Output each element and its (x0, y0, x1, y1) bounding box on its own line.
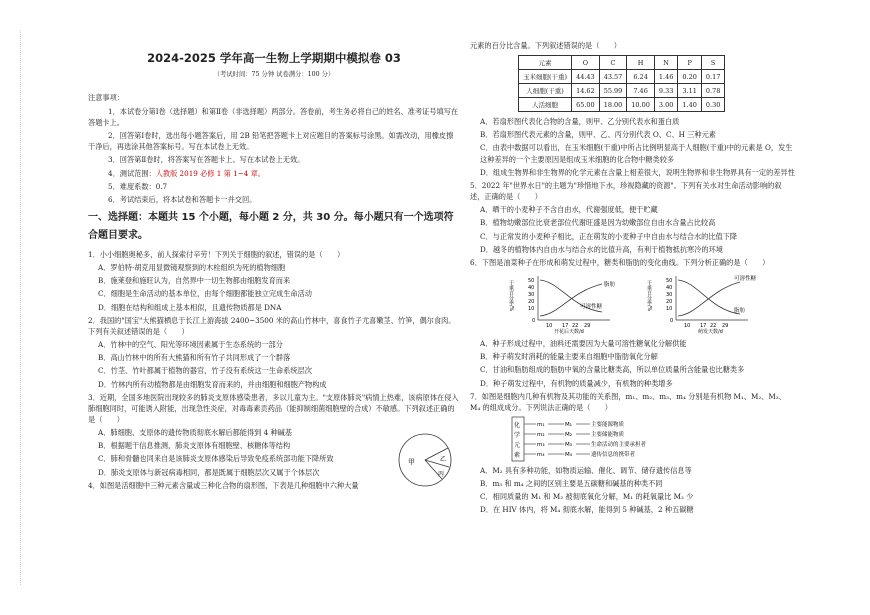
table-header-cell: P (678, 56, 701, 70)
question-option: B．植物幼嫩部位比衰老部位代谢旺盛是因为幼嫩部位自由水含量占比较高 (480, 218, 716, 228)
question-stem: 7．如图是细胞内几种有机物及其功能的关系图，m₁、m₂、m₃、m₄ 分别是有机物 M₁、M₂、M₃、M₄ 的组成成分。下列说法正确的是（ ） (470, 391, 786, 412)
exam-subinfo: （考试时间：75 分钟 试卷满分：100 分） (213, 70, 335, 78)
table-header-cell: S (701, 56, 724, 70)
table-cell: 0.30 (701, 98, 724, 112)
notice-item: 5．难度系数：0.7 (108, 181, 168, 191)
x-axis-label: 萌发天数/d (698, 329, 723, 336)
notice-item: 3．回答第Ⅱ卷时，将答案写在答题卡上。写在本试卷上无效。 (108, 155, 305, 165)
question-option: B．根据题干信息推测，肺炎支原体有细胞壁、核糖体等结构 (98, 441, 291, 451)
pie-figure (396, 431, 454, 489)
seed-formation-chart (510, 272, 660, 334)
question-option: B．高山竹林中的所有大熊猫和所有竹子共同形成了一个群落 (98, 353, 291, 363)
notice-item: 2．回答第Ⅰ卷时，选出每小题答案后，用 2B 铅笔把答题卡上对应题目的答案标号涂黑。如需改动，用橡皮擦干净后，再选涂其他答案标号。写在本试卷上无效。 (88, 131, 454, 152)
element-table (518, 55, 725, 112)
diagram-row (524, 440, 647, 448)
pie-label: 乙 (440, 456, 447, 464)
organic-matter-diagram (510, 415, 710, 465)
table-cell: 0.78 (701, 84, 724, 98)
y-tick: 40 (666, 285, 673, 292)
question-stem: 3．近期，全国多地医院出现较多的肺炎支原体感染患者，多以儿童为主。"支原体肺炎"病情上热难，该病原体在侵入肺细胞同时，可能诱入附能，出现急性炎症，对毒毒素贡药品（能抑制细菌细胞壁的合成）不敏感。下列叙述正确的是（ ） (88, 392, 459, 424)
table-cell: 玉米细胞(干重) (519, 70, 572, 84)
curve-label: 可溶性糖 (734, 276, 757, 283)
elements-char: 化 (514, 421, 521, 429)
x-tick: 22 (710, 323, 717, 330)
polymer-label: M₁ (565, 421, 572, 428)
question-option: C．相同质量的 M₁ 和 M₂ 被彻底氧化分解，M₁ 的耗氧量比 M₂ 少 (480, 492, 694, 502)
function-label: 主要储能物质 (591, 431, 625, 438)
section-heading: 一、选择题：本题共 15 个小题，每小题 2 分，共 30 分。每小题只有一个选项符合题目要求。 (88, 211, 454, 241)
table-cell: 43.57 (599, 70, 627, 84)
y-tick: 30 (666, 292, 673, 299)
notice-item (88, 168, 460, 179)
question-option: A．若扇形图代表化合物的含量，则甲、乙分别代表水和蛋白质 (480, 117, 680, 127)
pie-label: 丙 (438, 471, 445, 479)
question-stem-cont: 元素的百分比含量。下列叙述错误的是（ ） (470, 41, 621, 50)
q3-options-block (88, 427, 460, 478)
question-option: A．M₂ 具有多种功能，如物质运输、催化、调节、储存遗传信息等 (480, 465, 692, 475)
notice-item: 1．本试卷分第Ⅰ卷（选择题）和第Ⅱ卷（非选择题）两部分。答卷前，考生务必将自己的姓名、准考证号填写在答题卡上。 (88, 106, 459, 127)
fold-line (8, 30, 21, 585)
monomer-label: m₂ (537, 431, 545, 438)
question-option: D．越冬的植物体内自由水与结合水的比值升高，有利于植物抵抗寒冷的环境 (480, 244, 723, 254)
table-cell: 44.43 (572, 70, 600, 84)
table-cell: 55.99 (599, 84, 627, 98)
table-header-cell: N (654, 56, 677, 70)
table-cell: 14.62 (572, 84, 600, 98)
question-option: A．晒干的小麦种子不含自由水，代谢强度低，便于贮藏 (480, 205, 658, 215)
polymer-label: M₃ (565, 441, 572, 448)
table-header-cell: C (599, 56, 627, 70)
question-option: D．种子萌发过程中，有机物的质量减少，有机物的种类增多 (480, 378, 673, 388)
table-row (519, 84, 725, 98)
y-tick: 50 (528, 278, 535, 285)
diagram-row (524, 420, 625, 428)
y-tick: 20 (666, 299, 673, 306)
question-stem: 4．如图是活细胞中三种元素含量或三种化合物的扇形图，下表是几种细胞中六种大量 (88, 480, 359, 490)
question-option: B．若扇形图代表元素的含量，则甲、乙、丙分别代表 O、C、H 三种元素 (480, 130, 716, 140)
curve-label: 可溶性糖 (580, 304, 603, 311)
y-axis-label: 干重百分率/% (508, 280, 514, 312)
question-option: C．细胞是生命活动的基本单位，由每个细胞都能独立完成生命活动 (98, 289, 312, 299)
function-label: 遗传信息的携带者 (591, 451, 636, 458)
table-cell: 10.00 (627, 98, 655, 112)
table-row (519, 98, 725, 112)
monomer-label: m₃ (537, 441, 545, 448)
y-tick: 30 (528, 292, 535, 299)
question-stem: 2．我国的"国宝"大熊猫栖息于长江上游海拔 2400~3500 米的高山竹林中，喜食竹子尤喜嫩茎、竹笋，偶尔食肉。下列有关叙述错误的是（ ） (88, 315, 456, 336)
question-option: B．种子萌发时消耗的能量主要来自细胞中脂肪氧化分解 (480, 352, 658, 362)
table-header-cell: O (572, 56, 600, 70)
table-header-cell: H (627, 56, 655, 70)
question-option: D．在 HIV 体内，将 M₄ 彻底水解，能得到 5 种碱基，2 种五碳糖 (480, 505, 694, 515)
table-header-cell: 元素 (519, 56, 572, 70)
x-tick: 17 (562, 323, 569, 330)
table-cell: 人活细胞 (519, 98, 572, 112)
question-option: C．由表中数据可以看出，在玉米细胞(干重)中所占比例明显高于人细胞(干重)中的元素是 O，发生这种差异的一个主要原因是组成玉米细胞的化合物中糖类较多 (480, 143, 793, 164)
table-cell: 9.33 (654, 84, 677, 98)
right-column (470, 40, 795, 518)
question-option: A．罗伯特·胡克用显微镜观察到的木栓组织为死的植物细胞 (98, 263, 286, 273)
question-option: B．m₃ 和 m₄ 之间的区别主要是五碳糖和碱基的种类不同 (480, 479, 663, 489)
question-option: A．种子形成过程中，油料还需要因为大量可溶性糖氧化分解供能 (480, 339, 687, 349)
question-option: A．肺细胞、支原体的遗传物质彻底水解后都能得到 4 种碱基 (98, 428, 293, 438)
notice-heading: 注意事项： (88, 92, 124, 102)
table-cell: 0.17 (701, 70, 724, 84)
y-tick: 10 (528, 306, 535, 313)
table-cell: 1.40 (678, 98, 701, 112)
pie-label: 甲 (408, 458, 415, 467)
x-tick: 29 (584, 323, 591, 330)
exam-title: 2024-2025 学年高一生物上学期期中模拟卷 03 (147, 51, 401, 65)
x-axis-label: 开花后天数/d (554, 329, 584, 336)
y-tick: 20 (528, 299, 535, 306)
y-axis-label: 干重百分率/% (646, 280, 652, 312)
question-option: D．细胞在结构和组成上基本相似，且遗传物质都是 DNA (98, 302, 282, 312)
question-option: D．竹林内所有动植物都是由细胞发育而来的，并由细胞和细胞产物构成 (98, 379, 327, 389)
table-cell: 0.20 (678, 70, 701, 84)
elements-char: 元 (514, 441, 521, 449)
question-stem: 1．小小细胞奥秘多，前人探索付辛劳！下列关于细胞的叙述，错误的是（ ） (88, 249, 345, 259)
table-header-row (519, 56, 725, 70)
question-option: B．施莱登和施旺认为，自然界中一切生物都由细胞发育而来 (98, 276, 291, 286)
table-cell: 3.11 (678, 84, 701, 98)
table-cell: 6.24 (627, 70, 655, 84)
table-cell: 1.46 (654, 70, 677, 84)
y-tick: 10 (666, 306, 673, 313)
x-tick: 10 (546, 323, 553, 330)
q6-charts (470, 272, 795, 334)
monomer-label: m₁ (537, 421, 545, 428)
curve-label: 脂肪 (604, 282, 616, 289)
question-option: D．组成生物界和非生物界的化学元素在含量上相差很大，说明生物界和非生物界具有一定的差异性 (480, 167, 795, 177)
question-option: A．竹林中的空气、阳光等环境因素属于生态系统的一部分 (98, 340, 283, 350)
table-cell: 65.00 (572, 98, 600, 112)
question-option: C．肺和骨髓也同来自是该肺炎支原体感染后导致免疫系统部功能下降所致 (98, 454, 334, 464)
table-cell: 人细胞(干重) (519, 84, 572, 98)
x-tick: 17 (700, 323, 707, 330)
table-cell: 7.46 (627, 84, 655, 98)
table-cell: 3.00 (654, 98, 677, 112)
polymer-label: M₂ (565, 431, 572, 438)
elements-char: 学 (514, 431, 521, 439)
curve-label: 脂肪 (734, 308, 746, 315)
table-cell: 18.00 (599, 98, 627, 112)
question-stem: 5．2022 年"世界水日"的主题为"珍惜地下水，珍视隐藏的资源"。下列有关水对生命活动影响的叙述，正确的是（ ） (470, 180, 782, 202)
notice-scope-value: 人教版 2019 必修 1 第 1~4 章。 (155, 168, 265, 178)
y-tick: 50 (666, 278, 673, 285)
diagram-row (524, 430, 625, 438)
table-row (519, 70, 725, 84)
x-tick: 29 (722, 323, 729, 330)
function-label: 主要能源物质 (591, 421, 625, 428)
seed-germination-chart (648, 272, 798, 334)
y-tick: 0 (532, 318, 536, 325)
x-tick: 22 (572, 323, 579, 330)
monomer-label: m₄ (537, 451, 545, 458)
x-tick: 10 (684, 323, 691, 330)
function-label: 生命活动的主要承担者 (591, 441, 647, 448)
question-option: C．竹茎、竹叶都属于植物的器官，竹子没有系统这一生命系统层次 (98, 366, 312, 376)
diagram-row (524, 450, 636, 458)
y-tick: 40 (528, 285, 535, 292)
question-option: C．甘油和脂肪组成的脂肪中氧的含量比糖类高，所以单位质量所含能量也比糖类多 (480, 365, 745, 375)
notice-item: 6．考试结束后，将本试卷和答题卡一并交回。 (108, 194, 257, 204)
y-tick: 0 (670, 318, 674, 325)
fat-curve (540, 284, 602, 316)
question-stem: 6．下图是油菜种子在形成和萌发过程中，糖类和脂肪的变化曲线。下列分析正确的是（ ） (470, 257, 770, 267)
question-option: D．肺炎支原体与新冠病毒相同，都是既属于细胞层次又属于个体层次 (98, 467, 320, 477)
polymer-label: M₄ (565, 451, 572, 458)
question-option: C．与正常发的小麦种子相比，正在萌发的小麦种子中自由水与结合水的比值下降 (480, 231, 738, 241)
notice-scope-label: 4．测试范围： (108, 168, 156, 178)
left-column (88, 40, 460, 493)
elements-char: 素 (514, 451, 521, 459)
